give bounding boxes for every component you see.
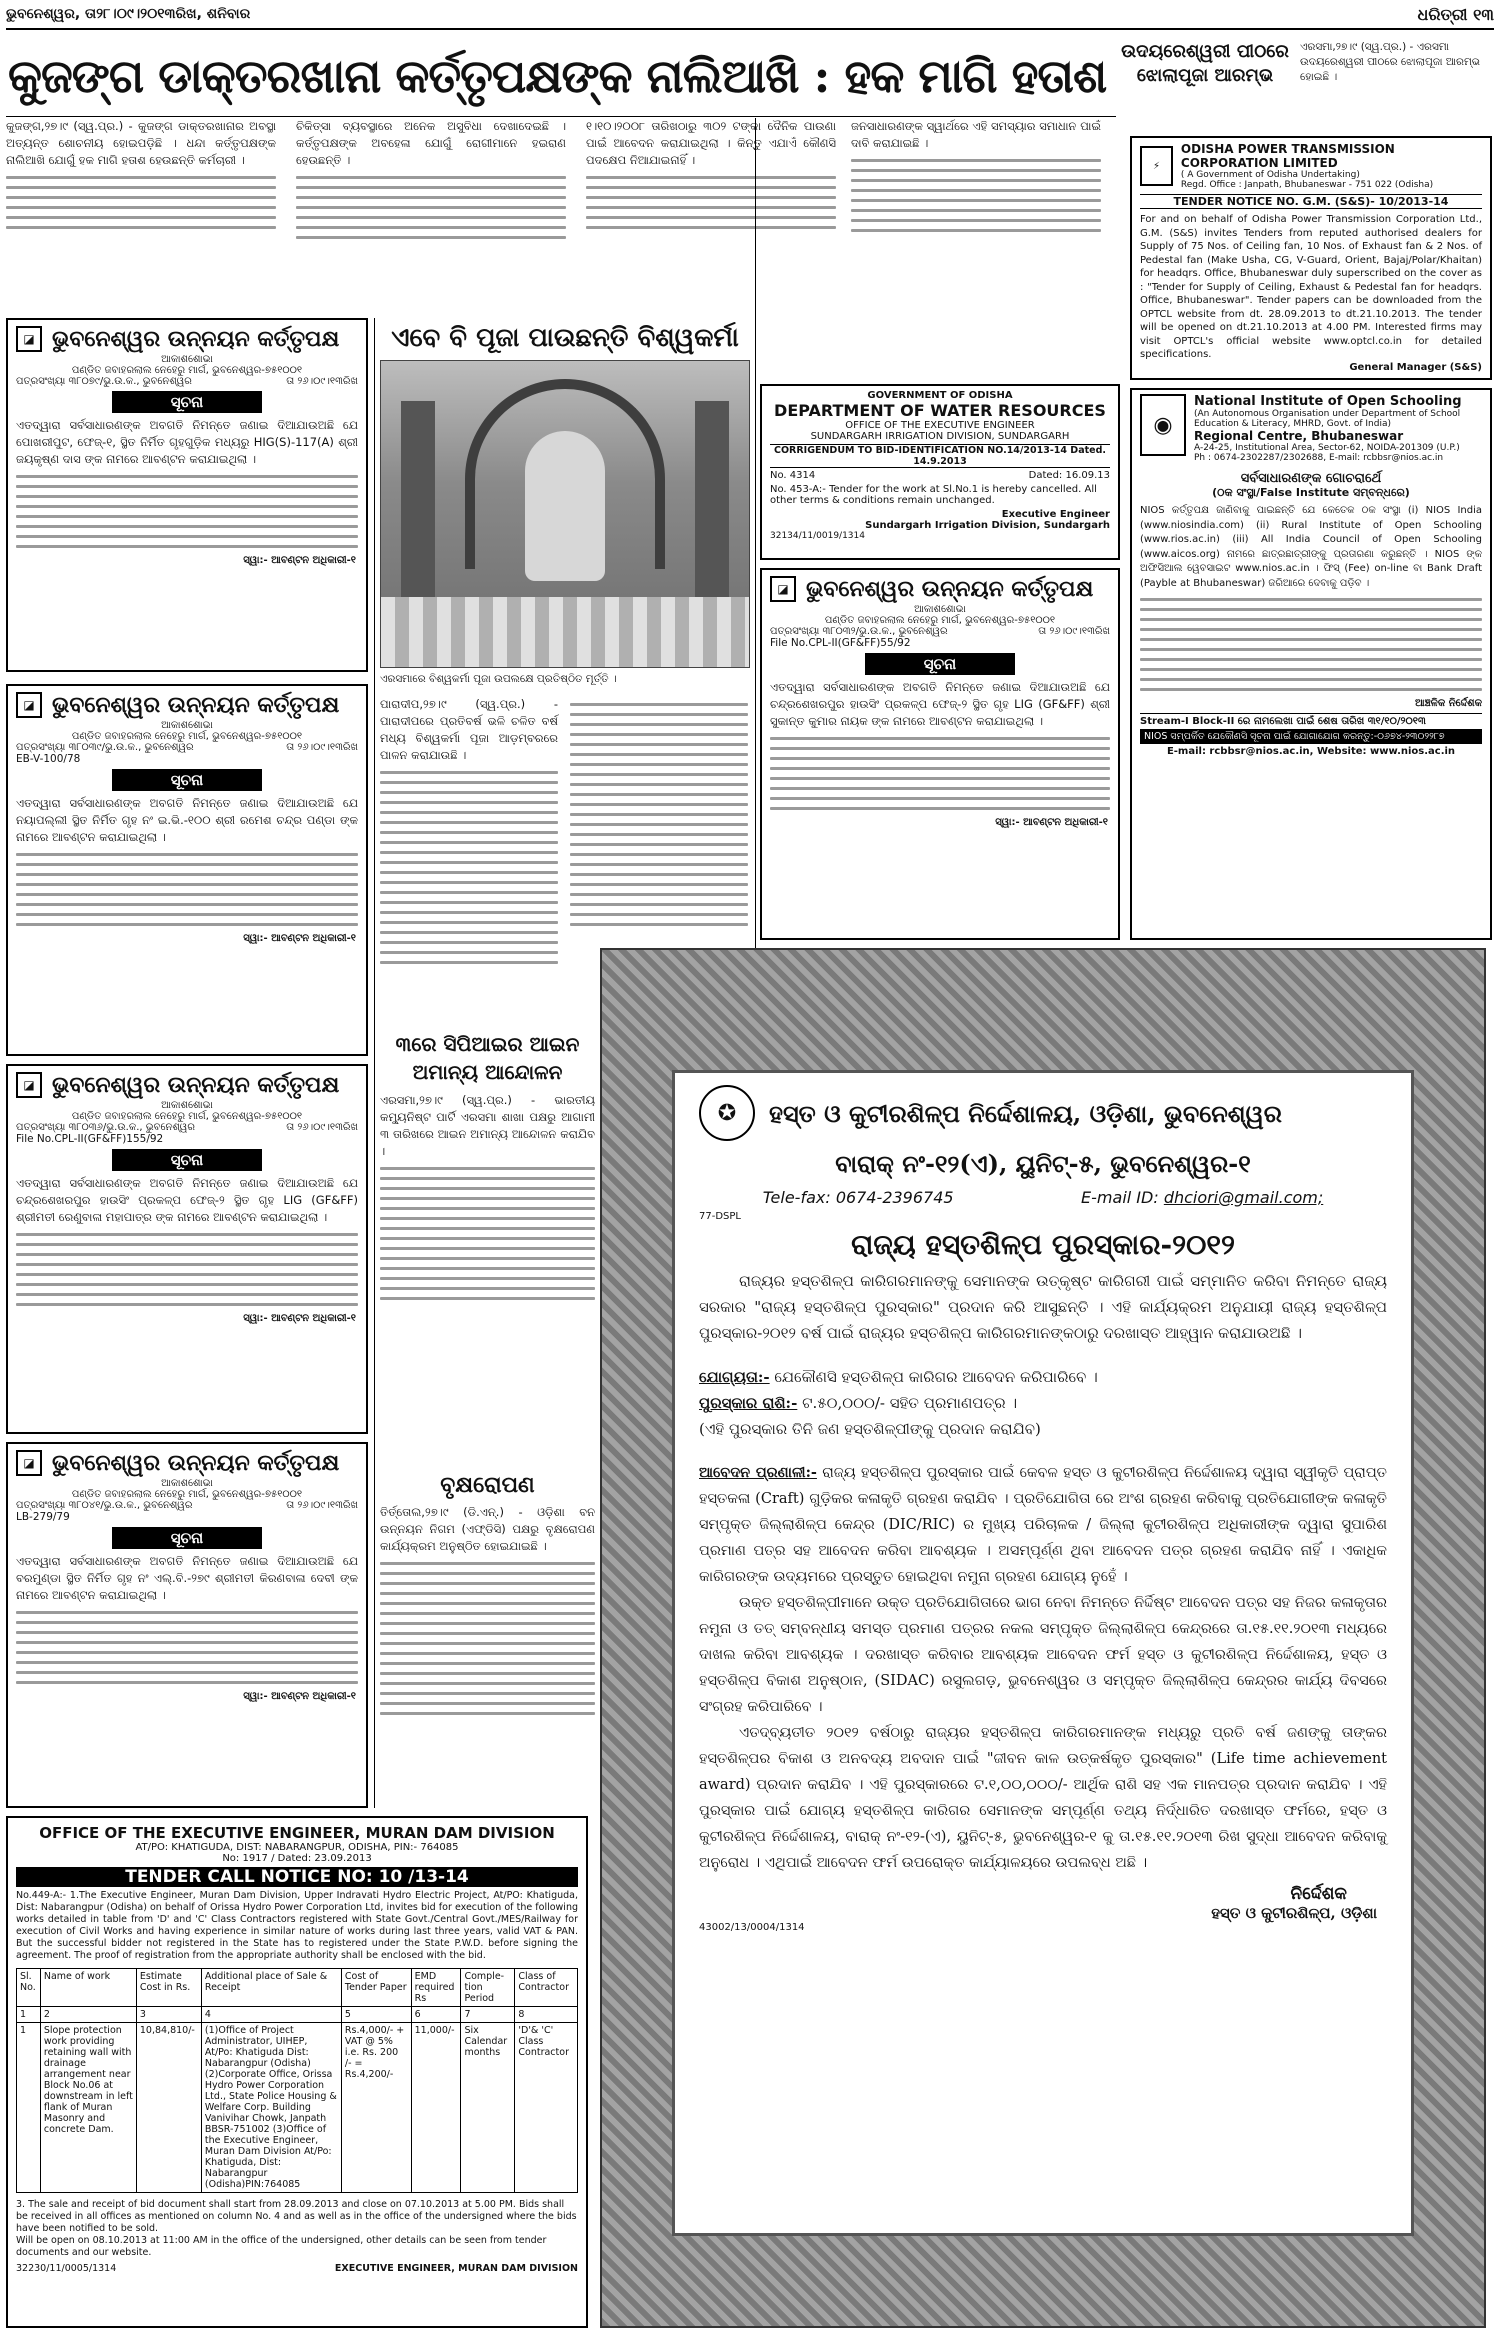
nios-sub1: (An Autonomous Organisation under Department of School (1194, 409, 1461, 419)
tree-story (380, 1470, 595, 1810)
optcl-name: ODISHA POWER TRANSMISSION CORPORATION LIMITED (1180, 142, 1395, 170)
colnum: 3 (136, 2007, 201, 2023)
nios-sig: ଆଞ୍ଚଳିକ ନିର୍ଦ୍ଦେଶକ (1414, 698, 1482, 709)
bda-banner: ସୂଚନା (865, 653, 1015, 675)
colnum: 4 (201, 2007, 341, 2023)
nios-logo-icon: ◉ (1140, 394, 1186, 456)
nios-sub2: Education & Literacy, MHRD, Govt. of India) (1194, 419, 1391, 429)
section-divider (6, 116, 1116, 117)
kujang-text-4: ଜନସାଧାରଣଙ୍କ ସ୍ୱାର୍ଥରେ ଏହି ସମସ୍ୟାର ସମାଧାନ ପାଇଁ ଦାବି କରାଯାଇଛି । (851, 119, 1101, 150)
muran-foot-2: Will be open on 08.10.2013 at 11:00 AM in the office of the undersigned, other details can be seen from tender documents and our website. (16, 2235, 547, 2258)
bda-body: ଏତଦ୍ୱାରା ସର୍ବସାଧାରଣଙ୍କ ଅବଗତି ନିମନ୍ତେ ଜଣାଇ ଦିଆଯାଉଅଛି ଯେ ବରମୁଣ୍ଡା ସ୍ଥିତ ନିର୍ମିତ ଗୃହ ନଂ ଏଲ୍.ବି.-୨୭୯ ଶ୍ରୀମତୀ କିରଣବାଳା ଦେବୀ ଙ୍କ ନାମରେ ଆବଣ୍ଟନ କରାଯାଇଥିଲା । (16, 1554, 358, 1602)
hc-telfax: Tele-fax: 0674-2396745 (762, 1188, 954, 1207)
hc-prize: ଟ.୫୦,୦୦୦/- ସହିତ ପ୍ରମାଣପତ୍ର । (802, 1394, 1018, 1412)
muran-table (16, 1968, 578, 2193)
hc-para3: ଏତଦ୍‌ବ୍ୟତୀତ ୨୦୧୨ ବର୍ଷଠାରୁ ରାଜ୍ୟର ହସ୍ତଶିଳ୍ପ କାରିଗରମାନଙ୍କ ମଧ୍ୟରୁ ପ୍ରତି ବର୍ଷ ଜଣଙ୍କୁ ତାଙ୍କର ହସ୍ତଶିଳ୍ପର ବିକାଶ ଓ ଅନବଦ୍ୟ ଅବଦାନ ପାଇଁ "ଜୀବନ କାଳ ଉତ୍କର୍ଷକୃତ ପୁରସ୍କାର" (Life time achievement award) ପ୍ରଦାନ କରାଯିବ । ଏହି ପୁରସ୍କାରରେ ଟ.୧,୦୦,୦୦୦/- ଆର୍ଥିକ ରାଶି ସହ ଏକ ମାନପତ୍ର ପ୍ରଦାନ କରାଯିବ । ଏହି ପୁରସ୍କାର ପାଇଁ ଯୋଗ୍ୟ ହସ୍ତଶିଳ୍ପ କାରିଗର ସେମାନଙ୍କ ସମ୍ପୂର୍ଣ୍ଣ ତଥ୍ୟ ନିର୍ଦ୍ଧାରିତ ଦରଖାସ୍ତ ଫର୍ମରେ, ହସ୍ତ ଓ କୁଟୀରଶିଳ୍ପ ନିର୍ଦ୍ଦେଶାଳୟ, ବାରାକ୍ ନଂ-୧୨-(ଏ), ୟୁନିଟ୍-୫, ଭୁବନେଶ୍ୱର-୧ କୁ ତା.୧୫.୧୧.୨୦୧୩ ରିଖ ସୁଦ୍ଧା ଆବେଦନ କରିବାକୁ ଅନୁରୋଧ । ଏଥିପାଇଁ ଆବେଦନ ଫର୍ମ ଉପରୋକ୍ତ କାର୍ଯ୍ୟାଳୟରେ ଉପଲବ୍ଧ ଅଛି । (699, 1725, 1387, 1871)
bda-notice-4 (6, 1442, 368, 1808)
nios-heading: ସର୍ବସାଧାରଣଙ୍କ ଗୋଚରାର୍ଥେ (1240, 471, 1382, 486)
table-row (17, 2023, 578, 2193)
water-code: 32134/11/0019/1314 (770, 531, 865, 541)
bda-body: ଏତଦ୍ୱାରା ସର୍ବସାଧାରଣଙ୍କ ଅବଗତି ନିମନ୍ତେ ଜଣାଇ ଦିଆଯାଉଅଛି ଯେ ନୟାପଲ୍ଲୀ ସ୍ଥିତ ନିର୍ମିତ ଗୃହ ନଂ ଇ.ଭି.-୧୦୦ ଶ୍ରୀ ରମେଶ ଚନ୍ଦ୍ର ପଣ୍ଡା ଙ୍କ ନାମରେ ଆବଣ୍ଟନ କରାଯାଇଥିଲା । (16, 796, 358, 844)
muran-office: OFFICE OF THE EXECUTIVE ENGINEER, MURAN DAM DIVISION (39, 1824, 555, 1842)
hc-code: 77-DSPL (699, 1211, 741, 1222)
bda-banner: ସୂଚନା (112, 1149, 262, 1171)
bda-date: ତା ୨୬।୦୯।୧୩ରିଖ (286, 376, 358, 387)
bda-logo-icon: ◪ (16, 692, 42, 718)
page-header (6, 4, 1494, 30)
bda-date: ତା ୨୬।୦୯।୧୩ରିଖ (286, 1122, 358, 1133)
nios-email: E-mail: rcbbsr@nios.ac.in, Website: www.nios.ac.in (1166, 746, 1456, 757)
optcl-regd: Regd. Office : Janpath, Bhubaneswar - 751 022 (Odisha) (1180, 180, 1434, 190)
viswakarma-text: ପାରାଦୀପ,୨୭।୯ (ସ୍ୱ.ପ୍ର.) - ପାରାଦୀପରେ ପ୍ରତିବର୍ଷ ଭଳି ଚଳିତ ବର୍ଷ ମଧ୍ୟ ବିଶ୍ୱକର୍ମା ପୂଜା ଆଡ଼ମ୍ବରରେ ପାଳନ କରାଯାଉଛି । (380, 697, 558, 762)
th-class: Class of Contractor (515, 1969, 578, 2007)
muran-notice-title: TENDER CALL NOTICE NO: 10 /13-14 (16, 1867, 578, 1887)
hc-process-label: ଆବେଦନ ପ୍ରଣାଳୀ:- (699, 1464, 817, 1481)
hc-process: ରାଜ୍ୟ ହସ୍ତଶିଳ୍ପ ପୁରସ୍କାର ପାଇଁ କେବଳ ହସ୍ତ ଓ କୁଟୀରଶିଳ୍ପ ନିର୍ଦ୍ଦେଶାଳୟ ଦ୍ୱାରା ସ୍ୱୀକୃତି ପ୍ରାପ୍ତ ହସ୍ତକଳା (Craft) ଗୁଡ଼ିକର କଳାକୃତି ଗ୍ରହଣ କରାଯିବ । ପ୍ରତିଯୋଗିତା ରେ ଅଂଶ ଗ୍ରହଣ କରିବାକୁ ପ୍ରତିଯୋଗୀଙ୍କ କଳାକୃତି ସମ୍ପୃକ୍ତ ଜିଲ୍ଲାଶିଳ୍ପ କେନ୍ଦ୍ର (DIC/RIC) ର ମୁଖ୍ୟ ପରିଚାଳକ / ଜିଲ୍ଲା କୁଟୀରଶିଳ୍ପ ଅଧିକାରୀଙ୍କ ଦ୍ୱାରା ସୁପାରିଶ ପ୍ରମାଣ ପତ୍ର ସହ ଆବେଦନ କରିବା ଆବଶ୍ୟକ । ଅସମ୍ପୂର୍ଣ୍ଣ ଥିବା ଆବେଦନ ପତ୍ର ଗ୍ରହଣ କରାଯିବ ନାହିଁ । ଏକାଧିକ କାରିଗରଙ୍କ ଉଦ୍ୟମରେ ପ୍ରସ୍ତୁତ ହୋଇଥିବା ନମୁନା ଗ୍ରହଣ ଯୋଗ୍ୟ ନୁହେଁ । (699, 1465, 1388, 1585)
bda-sig: ସ୍ୱା:- ଆବଣ୍ଟନ ଅଧିକାରୀ-୧ (995, 817, 1108, 828)
kujang-text-1: କୁଜଙ୍ଗ,୨୭।୯ (ସ୍ୱ.ପ୍ର.) - କୁଜଙ୍ଗ ଡାକ୍ତରଖାନାର ଅବସ୍ଥା ଅତ୍ୟନ୍ତ ଶୋଚନୀୟ ହୋଇପଡ଼ିଛି । ଧନ୍ଦା କର୍ତ୍ତୃପକ୍ଷଙ୍କ ନାଲିଆଖି ଯୋଗୁଁ ହକ ମାଗି ହତାଶ ହେଉଛନ୍ତି କର୍ମଚାରୀ । (6, 119, 276, 167)
water-division: SUNDARGARH IRRIGATION DIVISION, SUNDARGARH (810, 431, 1070, 442)
hc-email: dhciori@gmail.com; (1163, 1188, 1324, 1207)
dateline: ଭୁବନେଶ୍ୱର, ତା୨୮।୦୯।୨୦୧୩ରିଖ, ଶନିବାର (6, 6, 251, 22)
optcl-tender-notice (1130, 136, 1492, 380)
muran-no: No: 1917 / Dated: 23.09.2013 (222, 1853, 372, 1864)
bda-title: ଭୁବନେଶ୍ୱର ଉନ୍ନୟନ କର୍ତ୍ତୃପକ୍ଷ (52, 1450, 340, 1476)
bda-addr: ପଣ୍ଡିତ ଜବାହରଲାଲ ନେହେରୁ ମାର୍ଗ, ଭୁବନେଶ୍ୱର-୭୫୧୦୦୧ (71, 365, 303, 376)
bda-sub: ଆକାଶଶୋଭା (161, 1100, 213, 1111)
cell: Rs.4,000/- + VAT @ 5% i.e. Rs. 200 /- = Rs.4,200/- (341, 2023, 411, 2193)
bda-logo-icon: ◪ (16, 1072, 42, 1098)
cell: Six Calendar months (461, 2023, 515, 2193)
bda-addr: ପଣ୍ଡିତ ଜବାହରଲାଲ ନେହେରୁ ମାର୍ଗ, ଭୁବନେଶ୍ୱର-୭୫୧୦୦୧ (71, 731, 303, 742)
photo-caption: ଏରସମାରେ ବିଶ୍ୱକର୍ମା ପୂଜା ଉପଲକ୍ଷେ ପ୍ରତିଷ୍ଠିତ ମୂର୍ତ୍ତି । (380, 673, 617, 685)
optcl-body: For and on behalf of Odisha Power Transmission Corporation Ltd., G.M. (S&S) invites Tenders from reputed authorised dealers for Supply of 75 Nos. of Ceiling fan, 10 Nos. of Exhaust fan & 2 Nos. of Pedestal fan (Make Usha, CG, V-Guard, Orient, Bajaj/Polar/Khaitan) for headqrs. Office, Bhubaneswar duly superscribed on the cover as : "Tender for Supply of Ceiling, Exhaust & Pedestal fan for headqrs. Office, Bhubaneswar". Tender papers can be downloaded from the OPTCL website from dt. 28.09.2013 to dt.21.10.2013. The tender will be opened on dt.21.10.2013 at 4.00 PM. Interested firms may visit OPTCL's official website www.optcl.co.in for detailed specifications. (1140, 214, 1482, 360)
muran-code: 32230/11/0005/1314 (16, 2263, 117, 2274)
hc-email-label: E-mail ID: (1081, 1188, 1159, 1207)
muran-tender-notice (6, 1816, 588, 2328)
hc-code2: 43002/13/0004/1314 (699, 1922, 805, 1933)
water-sig1: Executive Engineer (1001, 509, 1110, 520)
bda-date: ତା ୨୬।୦୯।୧୩ରିଖ (286, 742, 358, 753)
nios-toll: NIOS ସମ୍ପର୍କିତ ଯେକୌଣସି ସୂଚନା ପାଇଁ ଯୋଗାଯୋଗ କରନ୍ତୁ:-୦୬୭୪-୨୩୦୨୨୮୭ (1140, 729, 1482, 744)
cell: 11,000/- (411, 2023, 461, 2193)
hc-addr: ବାରାକ୍ ନଂ-୧୨(ଏ), ୟୁନିଟ୍-୫, ଭୁବନେଶ୍ୱର-୧ (835, 1149, 1251, 1178)
th-cost: Estimate Cost in Rs. (136, 1969, 201, 2007)
hc-qual-label: ଯୋଗ୍ୟତା:- (699, 1368, 770, 1386)
udaya-text: ଏରସମା,୨୭।୯ (ସ୍ୱ.ପ୍ର.) - ଏରସମା ଉଦୟରେଶ୍ୱରୀ ପୀଠରେ ଝୋଲାପୂଜା ଆରମ୍ଭ ହୋଇଛି । (1300, 41, 1481, 83)
hc-title: ରାଜ୍ୟ ହସ୍ତଶିଳ୍ପ ପୁରସ୍କାର-୨୦୧୨ (851, 1228, 1235, 1261)
optcl-notice: TENDER NOTICE NO. G.M. (S&S)- 10/2013-14 (1140, 194, 1482, 209)
nios-rc: Regional Centre, Bhubaneswar (1194, 429, 1404, 443)
hc-prize-note: (ଏହି ପୁରସ୍କାର ତିନି ଜଣ ହସ୍ତଶିଳ୍ପୀଙ୍କୁ ପ୍ରଦାନ କରାଯିବ) (699, 1420, 1041, 1438)
odisha-emblem-icon: ✪ (699, 1085, 755, 1141)
bda-notice-1 (6, 318, 368, 672)
colnum: 8 (515, 2007, 578, 2023)
bda-banner: ସୂଚନା (112, 391, 262, 413)
bda-body: ଏତଦ୍ୱାରା ସର୍ବସାଧାରଣଙ୍କ ଅବଗତି ନିମନ୍ତେ ଜଣାଇ ଦିଆଯାଉଅଛି ଯେ ଚନ୍ଦ୍ରଶେଖରପୁର ହାଉସିଂ ପ୍ରକଳ୍ପ ଫେଜ୍-୨ ସ୍ଥିତ ଗୃହ LIG (GF&FF) ଶ୍ରୀ ସୁକାନ୍ତ କୁମାର ନାୟକ ଙ୍କ ନାମରେ ଆବଣ୍ଟନ କରାଯାଇଥିଲା । (770, 680, 1110, 728)
water-dated: Dated: 16.09.13 (1028, 470, 1110, 481)
bda-addr: ପଣ୍ଡିତ ଜବାହରଲାଲ ନେହେରୁ ମାର୍ଗ, ଭୁବନେଶ୍ୱର-୭୫୧୦୦୧ (71, 1489, 303, 1500)
bda-ref: ପତ୍ରସଂଖ୍ୟା ୩୮୦୩୯/ଭୁ.ଉ.କ., ଭୁବନେଶ୍ୱର (16, 742, 194, 753)
muran-body: No.449-A:- 1.The Executive Engineer, Muran Dam Division, Upper Indravati Hydro Electric Project, At/PO: Khatiguda, Dist: Nabarangpur (Odisha) on behalf of Orissa Hydro Power Corporation Ltd, invites bid for execution of the following works detailed in table from 'D' and 'C' Class Contractors registered with State Govt./Central Govt./MES/Railway for execution of Civil Works and having experience in similar nature of works during last three years, valid VAT & PAN. But the successful bidder not registered in the State has to registered under the State P.W.D. before signing the agreement. The proof of registration from the appropriate authority shall be enclosed with the bid. (16, 1890, 578, 1961)
th-place: Additional place of Sale & Receipt (201, 1969, 341, 2007)
nios-ph: Ph : 0674-2302287/2302688, E-mail: rcbbsr@nios.ac.in (1194, 453, 1444, 463)
hc-intro: ରାଜ୍ୟର ହସ୍ତଶିଳ୍ପ କାରିଗରମାନଙ୍କୁ ସେମାନଙ୍କ ଉତ୍କୃଷ୍ଟ କାରିଗରୀ ପାଇଁ ସମ୍ମାନିତ କରିବା ନିମନ୍ତେ ରାଜ୍ୟ ସରକାର "ରାଜ୍ୟ ହସ୍ତଶିଳ୍ପ ପୁରସ୍କାର" ପ୍ରଦାନ କରି ଆସୁଛନ୍ତି । ଏହି କାର୍ଯ୍ୟକ୍ରମ ଅନୁଯାୟୀ ରାଜ୍ୟ ହସ୍ତଶିଳ୍ପ ପୁରସ୍କାର-୨୦୧୨ ବର୍ଷ ପାଇଁ ରାଜ୍ୟର ହସ୍ତଶିଳ୍ପ କାରିଗରମାନଙ୍କଠାରୁ ଦରଖାସ୍ତ ଆହ୍ୱାନ କରାଯାଉଅଛି । (699, 1272, 1387, 1342)
bda-logo-icon: ◪ (16, 1450, 42, 1476)
optcl-sub: ( A Government of Odisha Undertaking) (1180, 170, 1360, 180)
bda-sub: ଆକାଶଶୋଭା (914, 604, 966, 615)
nios-addr: A-24-25, Institutional Area, Sector-62, NOIDA-201309 (U.P.) (1194, 443, 1460, 453)
optcl-sig: General Manager (S&S) (1349, 361, 1482, 373)
hc-para2: ଉକ୍ତ ହସ୍ତଶିଳ୍ପୀମାନେ ଉକ୍ତ ପ୍ରତିଯୋଗିତାରେ ଭାଗ ନେବା ନିମନ୍ତେ ନିର୍ଦ୍ଦିଷ୍ଟ ଆବେଦନ ପତ୍ର ସହ ନିଜର କଳାକୃତାର ନମୁନା ଓ ତତ୍ ସମ୍ବନ୍ଧୀୟ ସମସ୍ତ ପ୍ରମାଣ ପତ୍ରର ନକଲ ସମ୍ପୃକ୍ତ ଜିଲ୍ଲାଶିଳ୍ପ କେନ୍ଦ୍ରରେ ତା.୧୫.୧୧.୨୦୧୩ ମଧ୍ୟରେ ଦାଖଲ କରିବା ଆବଶ୍ୟକ । ଦରଖାସ୍ତ କରିବାର ଆବଶ୍ୟକ ଆବେଦନ ଫର୍ମ ହସ୍ତ ଓ କୁଟୀରଶିଳ୍ପ ନିର୍ଦ୍ଦେଶାଳୟ, ହସ୍ତ ଓ ହସ୍ତଶିଳ୍ପ ବିକାଶ ଅନୁଷ୍ଠାନ, (SIDAC) ରସୁଲଗଡ଼, ଭୁବନେଶ୍ୱର ଓ ସମ୍ପୃକ୍ତ ଜିଲ୍ଲାଶିଳ୍ପ କେନ୍ଦ୍ରର କାର୍ଯ୍ୟ ଦିବସରେ ସଂଗ୍ରହ କରିପାରିବେ । (699, 1595, 1387, 1715)
handicraft-ad (672, 1070, 1414, 2236)
bda-ref: ପତ୍ରସଂଖ୍ୟା ୩୮୦୩୨/ଭୁ.ଉ.କ., ଭୁବନେଶ୍ୱର (770, 626, 948, 637)
colnum: 2 (40, 2007, 136, 2023)
bda-title: ଭୁବନେଶ୍ୱର ଉନ୍ନୟନ କର୍ତ୍ତୃପକ୍ଷ (52, 692, 340, 718)
colnum: 1 (17, 2007, 41, 2023)
bda-notice-5 (760, 568, 1120, 940)
muran-sig: EXECUTIVE ENGINEER, MURAN DAM DIVISION (334, 2263, 578, 2274)
hc-sig1: ନିର୍ଦ୍ଦେଶକ (1290, 1884, 1347, 1904)
tree-text: ତିର୍ତ୍ତୋଲ,୨୭।୯ (ଡି.ଏନ୍.) - ଓଡ଼ିଶା ବନ ଉନ୍ନୟନ ନିଗମ (ଏଫ୍ଡିସି) ପକ୍ଷରୁ ବୃକ୍ଷରୋପଣ କାର୍ଯ୍ୟକ୍ରମ ଅନୁଷ୍ଠିତ ହୋଇଯାଇଛି । (380, 1505, 595, 1553)
nios-body: NIOS କର୍ତ୍ତୃପକ୍ଷ ଜାଣିବାକୁ ପାଇଛନ୍ତି ଯେ କେତେକ ଠକ ସଂସ୍ଥା (i) NIOS India (www.niosindia.com) (ii) Rural Institute of Open Schooling (www.rios.ac.in) (iii) All India Council of Open Schooling (www.aicos.org) ନାମରେ ଛାତ୍ରଛାତ୍ରୀଙ୍କୁ ପ୍ରତାରଣା କରୁଛନ୍ତି । NIOS ଙ୍କ ଅଫିସିଆଲ ୱେବସାଇଟ www.nios.ac.in । ଫିସ୍ (Fee) on-line ବା Bank Draft (Payble at Bhubaneswar) ଜରିଆରେ ଦେବାକୁ ପଡ଼ିବ । (1140, 505, 1482, 589)
bda-title: ଭୁବନେଶ୍ୱର ଉନ୍ନୟନ କର୍ତ୍ତୃପକ୍ଷ (52, 326, 340, 352)
th-paper: Cost of Tender Paper (341, 1969, 411, 2007)
bda-banner: ସୂଚନା (112, 1527, 262, 1549)
bda-ref: ପତ୍ରସଂଖ୍ୟା ୩୮୦୩୬/ଭୁ.ଉ.କ., ଭୁବନେଶ୍ୱର (16, 1122, 195, 1133)
bda-notice-2 (6, 684, 368, 1056)
th-work: Name of work (40, 1969, 136, 2007)
water-no: No. 4314 (770, 470, 816, 481)
tree-title: ବୃକ୍ଷରୋପଣ (440, 1472, 535, 1498)
hc-qual: ଯେକୌଣସି ହସ୍ତଶିଳ୍ପ କାରିଗର ଆବେଦନ କରିପାରିବେ । (774, 1368, 1098, 1386)
nios-name: National Institute of Open Schooling (1194, 394, 1462, 409)
colnum: 6 (411, 2007, 461, 2023)
colnum: 5 (341, 2007, 411, 2023)
udaya-title: ଉଦୟରେଶ୍ୱରୀ ପୀଠରେ ଝୋଲାପୂଜା ଆରମ୍ଭ (1121, 41, 1289, 86)
bda-date: ତା ୨୬।୦୯।୧୩ରିଖ (1038, 626, 1110, 637)
water-sig2: Sundargarh Irrigation Division, Sundargarh (865, 520, 1110, 531)
kujang-story (6, 118, 1106, 314)
nios-notice (1130, 388, 1492, 940)
nios-stream: Stream-I Block-II ରେ ନାମଲେଖା ପାଇଁ ଶେଷ ତାରିଖ ୩୧/୧୦/୨୦୧୩ (1140, 713, 1482, 727)
bda-date: ତା ୨୬।୦୯।୧୩ରିଖ (286, 1500, 358, 1511)
cell: (1)Office of Project Administrator, UIHEP, At/Po: Khatiguda Dist: Nabarangpur (Odisha) (2)Corporate Office, Orissa Hydro Power Corporation Ltd., State Police Housing & Welfare Corp. Building Vanivihar Chowk, Janpath BBSR-751002 (3)Office of the Executive Engineer, Muran Dam Division At/Po: Khatiguda, Dist: Nabarangpur (Odisha)PIN:764085 (201, 2023, 341, 2193)
lead-headline: କୁଜଙ୍ଗ ଡାକ୍ତରଖାନା କର୍ତ୍ତୃପକ୍ଷଙ୍କ ନାଲିଆଖି : ହକ ମାଗି ହତାଶ (8, 49, 1107, 103)
bda-body: ଏତଦ୍ୱାରା ସର୍ବସାଧାରଣଙ୍କ ଅବଗତି ନିମନ୍ତେ ଜଣାଇ ଦିଆଯାଉଅଛି ଯେ ପୋଖରୀପୁଟ, ଫେଜ୍-୧, ସ୍ଥିତ ନିର୍ମିତ ଗୃହଗୁଡ଼ିକ ମଧ୍ୟରୁ HIG(S)-117(A) ଶ୍ରୀ ଜୟକୃଷ୍ଣ ଦାସ ଙ୍କ ନାମରେ ଆବଣ୍ଟନ କରାଯାଇଥିଲା । (16, 418, 358, 466)
bda-file: File No.CPL-II(GF&FF)155/92 (16, 1133, 164, 1145)
hc-dept: ହସ୍ତ ଓ କୁଟୀରଶିଳ୍ପ ନିର୍ଦ୍ଦେଶାଳୟ, ଓଡ଼ିଶା, ଭୁବନେଶ୍ୱର (769, 1098, 1282, 1128)
bda-file: File No.CPL-II(GF&FF)55/92 (770, 637, 911, 649)
kujang-text-3: ୧।୧୦।୨୦୦୮ ତାରିଖଠାରୁ ୩୦୨ ଟଙ୍କା ଦୈନିକ ପାଉଣା ପାଇଁ ଆବେଦନ କରାଯାଇଥିଲା । କିନ୍ତୁ ଏଯାଏଁ କୌଣସି ପଦକ୍ଷେପ ନିଆଯାଇନାହିଁ । (586, 119, 836, 167)
th-period: Comple-tion Period (461, 1969, 515, 2007)
water-body: No. 453-A:- Tender for the work at Sl.No.1 is hereby cancelled. All other terms & conditions remain unchanged. (770, 484, 1097, 506)
water-resources-notice (760, 384, 1120, 560)
kujang-text-2: ଚିକିତ୍ସା ବ୍ୟବସ୍ଥାରେ ଅନେକ ଅସୁବିଧା ଦେଖାଦେଇଛି । କର୍ତ୍ତୃପକ୍ଷଙ୍କ ଅବହେଳା ଯୋଗୁଁ ରୋଗୀମାନେ ହଇରାଣ ହେଉଛନ୍ତି । (296, 119, 566, 167)
th-sl: Sl. No. (17, 1969, 41, 2007)
water-office: OFFICE OF THE EXECUTIVE ENGINEER (845, 420, 1035, 431)
bda-addr: ପଣ୍ଡିତ ଜବାହରଲାଲ ନେହେରୁ ମାର୍ଗ, ଭୁବନେଶ୍ୱର-୭୫୧୦୦୧ (824, 615, 1056, 626)
viswakarma-story (380, 318, 750, 358)
bda-sig: ସ୍ୱା:- ଆବଣ୍ଟନ ଅଧିକାରୀ-୧ (243, 1313, 356, 1324)
bda-sig: ସ୍ୱା:- ଆବଣ୍ଟନ ଅଧିକାରୀ-୧ (243, 555, 356, 566)
cpi-title: ୩ରେ ସିପିଆଇର ଆଇନ ଅମାନ୍ୟ ଆନ୍ଦୋଳନ (395, 1032, 580, 1084)
bda-logo-icon: ◪ (770, 576, 796, 602)
bda-file: LB-279/79 (16, 1511, 70, 1523)
th-emd: EMD required Rs (411, 1969, 461, 2007)
newspaper-brand: ଧରିତ୍ରୀ ୧୩ (1417, 5, 1494, 24)
bda-sub: ଆକାଶଶୋଭା (161, 354, 213, 365)
cell: 10,84,810/- (136, 2023, 201, 2193)
bda-title: ଭୁବନେଶ୍ୱର ଉନ୍ନୟନ କର୍ତ୍ତୃପକ୍ଷ (806, 576, 1094, 602)
bda-logo-icon: ◪ (16, 326, 42, 352)
muran-foot-1: 3. The sale and receipt of bid document shall start from 28.09.2013 and close on 07.10.2013 at 5.00 PM. Bids shall be received in all offices as mentioned on column No. 4 and as well as in the office of the undersigned where the bids have been notified to be sold. (16, 2199, 577, 2234)
hc-prize-label: ପୁରସ୍କାର ରାଶି:- (699, 1394, 798, 1412)
bda-sig: ସ୍ୱା:- ଆବଣ୍ଟନ ଅଧିକାରୀ-୧ (243, 933, 356, 944)
viswakarma-photo (380, 360, 750, 668)
water-dept: DEPARTMENT OF WATER RESOURCES (774, 401, 1106, 420)
muran-at: AT/PO: KHATIGUDA, DIST: NABARANGPUR, ODISHA, PIN:- 764085 (135, 1842, 459, 1853)
water-corr: CORRIGENDUM TO BID-IDENTIFICATION NO.14/2013-14 Dated. 14.9.2013 (770, 444, 1110, 468)
column-divider (755, 118, 756, 948)
bda-ref: ପତ୍ରସଂଖ୍ୟା ୩୮୦୭୯/ଭୁ.ଉ.କ., ଭୁବନେଶ୍ୱର (16, 376, 192, 387)
bda-sub: ଆକାଶଶୋଭା (161, 720, 213, 731)
viswakarma-title: ଏବେ ବି ପୂଜା ପାଉଛନ୍ତି ବିଶ୍ୱକର୍ମା (391, 323, 739, 353)
nios-subheading: (ଠକ ସଂସ୍ଥା/False Institute ସମ୍ବନ୍ଧରେ) (1212, 486, 1410, 499)
handicraft-ad-frame (600, 948, 1486, 2328)
bda-body: ଏତଦ୍ୱାରା ସର୍ବସାଧାରଣଙ୍କ ଅବଗତି ନିମନ୍ତେ ଜଣାଇ ଦିଆଯାଉଅଛି ଯେ ଚନ୍ଦ୍ରଶେଖରପୁର ହାଉସିଂ ପ୍ରକଳ୍ପ ଫେଜ୍-୨ ସ୍ଥିତ ଗୃହ LIG (GF&FF) ଶ୍ରୀମତୀ ରେଣୁବାଳା ମହାପାତ୍ର ଙ୍କ ନାମରେ ଆବଣ୍ଟନ କରାଯାଇଥିଲା । (16, 1176, 358, 1224)
bda-sub: ଆକାଶଶୋଭା (161, 1478, 213, 1489)
bda-notice-3 (6, 1064, 368, 1434)
hc-sig2: ହସ୍ତ ଓ କୁଟୀରଶିଳ୍ପ, ଓଡ଼ିଶା (1211, 1904, 1377, 1922)
cell: 'D'& 'C' Class Contractor (515, 2023, 578, 2193)
udaya-story (1120, 40, 1490, 130)
optcl-logo-icon: ⚡ (1140, 146, 1173, 186)
bda-ref: ପତ୍ରସଂଖ୍ୟା ୩୮୦୪୧/ଭୁ.ଉ.କ., ଭୁବନେଶ୍ୱର (16, 1500, 193, 1511)
cpi-story (380, 1030, 595, 1320)
bda-title: ଭୁବନେଶ୍ୱର ଉନ୍ନୟନ କର୍ତ୍ତୃପକ୍ଷ (52, 1072, 340, 1098)
cpi-text: ଏରସମା,୨୭।୯ (ସ୍ୱ.ପ୍ର.) - ଭାରତୀୟ କମ୍ୟୁନିଷ୍ଟ ପାର୍ଟି ଏରସମା ଶାଖା ପକ୍ଷରୁ ଆଗାମୀ ୩ ତାରିଖରେ ଆଇନ ଅମାନ୍ୟ ଆନ୍ଦୋଳନ କରାଯିବ । (380, 1093, 595, 1158)
bda-addr: ପଣ୍ଡିତ ଜବାହରଲାଲ ନେହେରୁ ମାର୍ଗ, ଭୁବନେଶ୍ୱର-୭୫୧୦୦୧ (71, 1111, 303, 1122)
bda-file: EB-V-100/78 (16, 753, 81, 765)
colnum: 7 (461, 2007, 515, 2023)
water-gov: GOVERNMENT OF ODISHA (867, 390, 1013, 401)
column-divider (374, 318, 375, 1808)
cell: Slope protection work providing retaining wall with drainage arrangement near Block No.06 at downstream in left flank of Muran Masonry and concrete Dam. (40, 2023, 136, 2193)
cell: 1 (17, 2023, 41, 2193)
bda-sig: ସ୍ୱା:- ଆବଣ୍ଟନ ଅଧିକାରୀ-୧ (243, 1691, 356, 1702)
bda-banner: ସୂଚନା (112, 769, 262, 791)
